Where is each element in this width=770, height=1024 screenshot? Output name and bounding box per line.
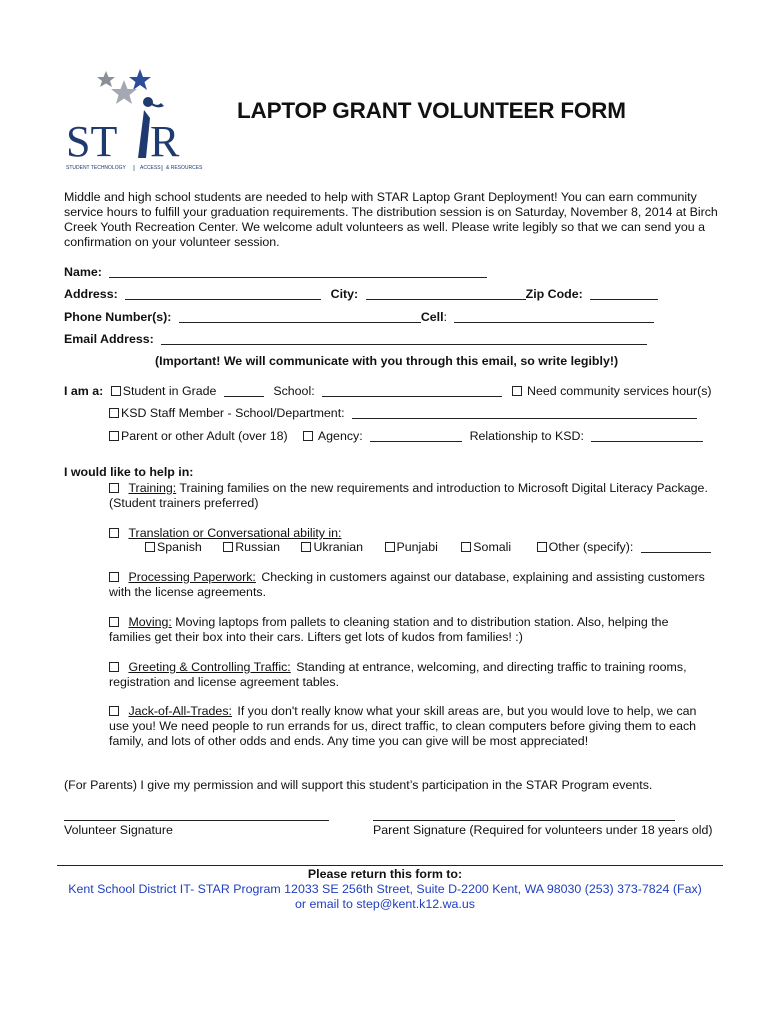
logo-tagline-2: ACCESS (140, 165, 161, 171)
other-language-field[interactable] (641, 540, 711, 553)
phone-label: Phone Number(s): (64, 310, 172, 324)
address-row (64, 287, 658, 301)
zip-label: Zip Code: (525, 287, 583, 301)
email-label: Email Address: (64, 332, 154, 346)
iam-label: I am a: (64, 384, 104, 398)
language-option[interactable] (301, 540, 363, 554)
language-option[interactable] (145, 540, 202, 554)
return-label: Please return this form to: (307, 867, 463, 881)
name-field[interactable] (109, 265, 487, 278)
address-field[interactable] (125, 287, 321, 300)
name-label: Name: (64, 265, 102, 279)
spanish-checkbox[interactable] (145, 542, 155, 552)
moving-title: Moving: (128, 615, 172, 629)
parent-signature-label: Parent Signature (Required for volunteers under 18 years old) (373, 823, 713, 837)
jack-checkbox[interactable] (109, 706, 119, 716)
translation-title: Translation or Conversational ability in: (128, 526, 342, 540)
logo-tagline-3: & RESOURCES (166, 165, 203, 171)
processing-title: Processing Paperwork: (128, 570, 256, 584)
address-label: Address: (64, 287, 118, 301)
language-label: Ukranian (313, 540, 364, 554)
agency-field[interactable] (370, 429, 462, 442)
iam-row-3 (109, 429, 703, 443)
punjabi-checkbox[interactable] (385, 542, 395, 552)
zip-field[interactable] (590, 287, 658, 300)
agency-label: Agency: (317, 429, 363, 443)
footer-divider (57, 865, 723, 866)
processing-desc: Checking in customers against our database, explaining and assisting customers (261, 570, 705, 584)
greeting-option (109, 660, 687, 674)
translation-checkbox[interactable] (109, 528, 119, 538)
language-option[interactable] (461, 540, 511, 554)
page-title: LAPTOP GRANT VOLUNTEER FORM (237, 98, 626, 123)
translation-option (109, 526, 342, 540)
return-address: Kent School District IT- STAR Program 12033 SE 256th Street, Suite D-2200 Kent, WA 98030 (253) 373-7824 (Fax) (68, 882, 702, 896)
training-checkbox[interactable] (109, 483, 119, 493)
language-label: Other (specify): (548, 540, 634, 554)
email-row (64, 332, 647, 346)
email-note: (Important! We will communicate with you through this email, so write legibly!) (155, 354, 619, 368)
ukranian-checkbox[interactable] (301, 542, 311, 552)
city-label: City: (330, 287, 359, 301)
volunteer-signature-label: Volunteer Signature (64, 823, 173, 837)
email-field[interactable] (161, 332, 647, 345)
student-checkbox[interactable] (111, 386, 121, 396)
language-option[interactable] (537, 540, 634, 554)
language-label: Spanish (157, 540, 202, 554)
phone-row: Phone Number(s): Cell: (64, 310, 654, 324)
jack-desc-2: use you! We need people to run errands for us, direct traffic, to clean computers before giving them to each (109, 719, 697, 733)
parent-label: Parent or other Adult (over 18) (121, 429, 288, 443)
relationship-field[interactable] (591, 429, 703, 442)
processing-option (109, 570, 705, 584)
language-label: Somali (473, 540, 512, 554)
moving-desc: Moving laptops from pallets to cleaning station and to distribution station. Also, helping the (175, 615, 669, 629)
training-desc: Training families on the new requirements and introduction to Microsoft Digital Literacy Package. (179, 481, 708, 495)
intro-paragraph: Middle and high school students are needed to help with STAR Laptop Grant Deployment! You can earn community service hours to fulfill your graduation requirements. The distribution session is on Saturday, November 8, 2014 at Birch Creek Youth Recreation Center. We welcome adult volunteers as well. Please write legibly so that we can send you a confirmation on your volunteer session. (64, 190, 718, 249)
cell-field[interactable] (454, 310, 654, 323)
iam-row-2 (109, 406, 697, 420)
jack-desc-3: family, and lots of other odds and ends. Any time you can give will be most appreciated! (109, 734, 589, 748)
cell-label: Cell (420, 310, 444, 324)
school-label: School: (273, 384, 315, 398)
staff-checkbox[interactable] (109, 408, 119, 418)
language-label: Russian (235, 540, 280, 554)
greeting-title: Greeting & Controlling Traffic: (128, 660, 291, 674)
grade-field[interactable] (224, 384, 264, 397)
somali-checkbox[interactable] (461, 542, 471, 552)
training-desc-2: (Student trainers preferred) (109, 496, 259, 510)
training-title: Training: (128, 481, 177, 495)
jack-title: Jack-of-All-Trades: (128, 704, 232, 718)
language-option[interactable] (223, 540, 280, 554)
processing-checkbox[interactable] (109, 572, 119, 582)
volunteer-signature-line[interactable] (64, 820, 329, 821)
school-field[interactable] (322, 384, 502, 397)
logo-tagline-1: STUDENT TECHNOLOGY (66, 165, 126, 171)
moving-checkbox[interactable] (109, 617, 119, 627)
russian-checkbox[interactable] (223, 542, 233, 552)
logo-wordmark: ST (66, 117, 118, 166)
gray-star-icon (111, 80, 137, 104)
jack-desc: If you don't really know what your skill areas are, but you would love to help, we can (237, 704, 697, 718)
processing-desc-2: with the license agreements. (109, 585, 267, 599)
parent-checkbox[interactable] (109, 431, 119, 441)
svg-text:R: R (150, 117, 180, 166)
star-logo (60, 66, 210, 176)
staff-label: KSD Staff Member - School/Department: (121, 406, 345, 420)
greeting-checkbox[interactable] (109, 662, 119, 672)
moving-option (109, 615, 668, 629)
permission-statement: (For Parents) I give my permission and will support this student’s participation in the STAR Program events. (64, 778, 653, 792)
small-gray-star-icon (97, 71, 115, 87)
need-hours-label: Need community services hour(s) (527, 384, 712, 398)
language-row (145, 540, 711, 554)
return-email[interactable]: or email to step@kent.k12.wa.us (295, 897, 475, 911)
student-label: Student in Grade (122, 384, 217, 398)
parent-signature-line[interactable] (373, 820, 675, 821)
city-field[interactable] (366, 287, 526, 300)
jack-option (109, 704, 696, 718)
training-option (109, 481, 708, 495)
agency-checkbox[interactable] (303, 431, 313, 441)
staff-field[interactable] (352, 406, 697, 419)
blue-star-icon (129, 69, 151, 90)
help-heading: I would like to help in: (64, 465, 194, 479)
greeting-desc: Standing at entrance, welcoming, and directing traffic to training rooms, (296, 660, 687, 674)
greeting-desc-2: registration and license agreement tables. (109, 675, 340, 689)
language-option[interactable] (385, 540, 438, 554)
other-checkbox[interactable] (537, 542, 547, 552)
need-hours-checkbox[interactable] (512, 386, 522, 396)
iam-row-1 (64, 384, 712, 398)
phone-field[interactable] (179, 310, 421, 323)
name-row (64, 265, 487, 279)
moving-desc-2: families get their box into their cars. Lifters get lots of kudos from families! :) (109, 630, 523, 644)
relationship-label: Relationship to KSD: (469, 429, 584, 443)
language-label: Punjabi (396, 540, 438, 554)
